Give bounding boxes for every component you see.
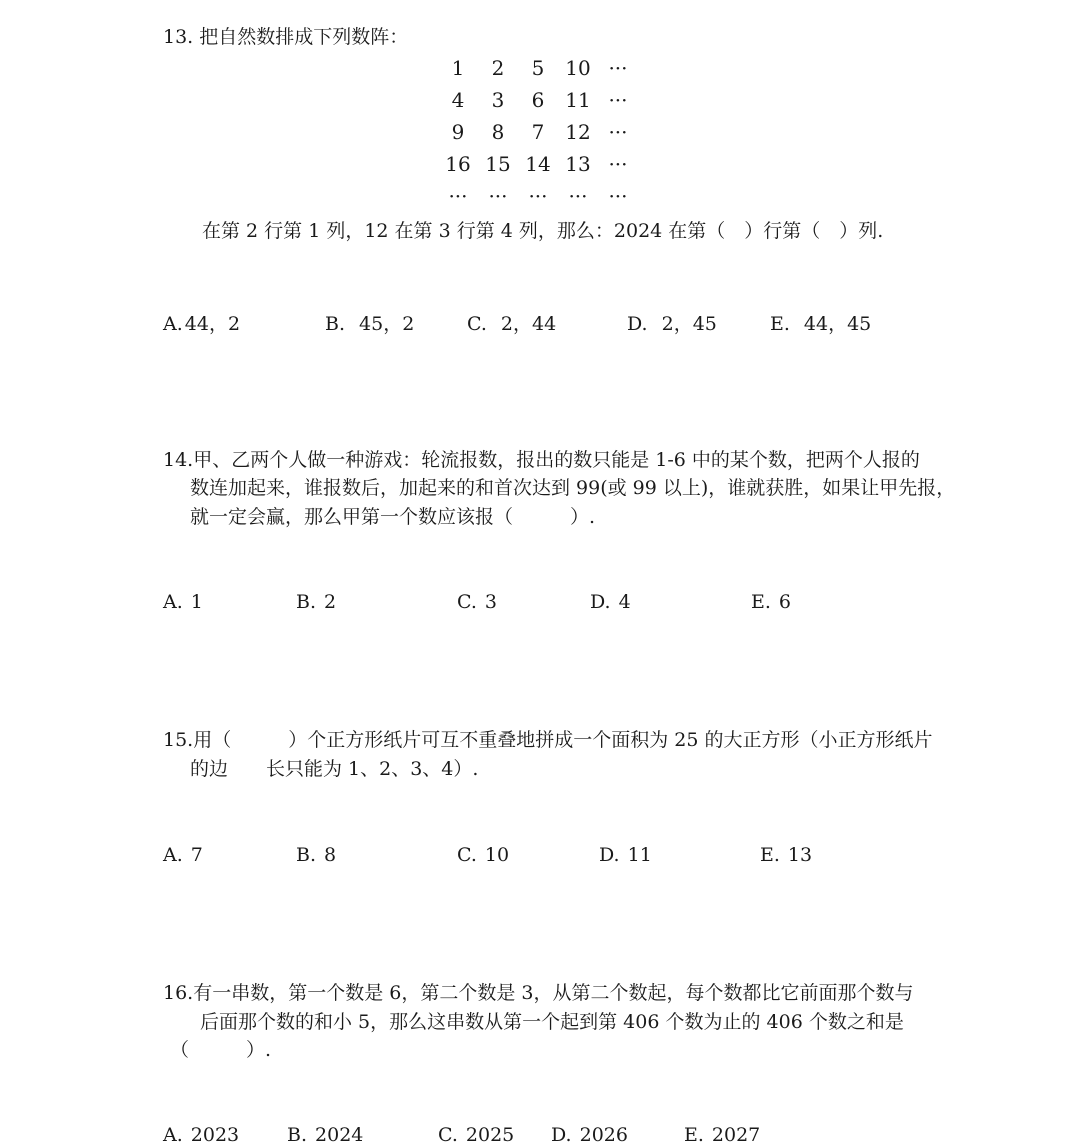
matrix-cell: ··· — [608, 152, 628, 176]
option-letter: E. — [770, 313, 790, 335]
option-value: 4 — [618, 591, 631, 613]
option-value: 44，45 — [803, 313, 872, 335]
option-letter: D. — [627, 313, 648, 335]
question-number: 14. — [163, 449, 194, 471]
question-14-stem-line-1 — [163, 451, 920, 470]
option-value: 3 — [484, 591, 497, 613]
option-letter: A. — [163, 591, 183, 613]
question-14-stem-line-3: 就一定会赢，那么甲第一个数应该报（ ）. — [190, 506, 596, 528]
option-c[interactable] — [467, 309, 556, 336]
option-letter: A. — [163, 844, 183, 866]
option-letter: B. — [296, 591, 317, 613]
matrix-cell: 16 — [445, 152, 471, 176]
matrix-cell: ··· — [608, 120, 628, 144]
option-letter: E. — [751, 591, 771, 613]
option-value: 2026 — [579, 1124, 628, 1146]
option-letter: E. — [760, 844, 780, 866]
matrix-cell: 13 — [565, 152, 591, 176]
question-text: 用（ ）个正方形纸片可互不重叠地拼成一个面积为 25 的大正方形（小正方形纸片 — [193, 729, 933, 751]
option-letter: D. — [551, 1124, 572, 1146]
option-a[interactable] — [163, 1124, 239, 1146]
option-d[interactable] — [599, 844, 652, 866]
option-value: 1 — [190, 591, 203, 613]
question-text: 有一串数，第一个数是 6，第二个数是 3，从第二个数起，每个数都比它前面那个数与 — [193, 982, 914, 1004]
option-b[interactable] — [296, 591, 336, 613]
option-letter: B. — [287, 1124, 308, 1146]
matrix-cell: 3 — [491, 88, 505, 112]
option-value: 2，44 — [500, 313, 557, 335]
option-letter: A. — [163, 313, 183, 335]
matrix-cell: 8 — [491, 120, 505, 144]
option-c[interactable] — [438, 1124, 514, 1146]
question-number: 15. — [163, 729, 194, 751]
option-d[interactable] — [590, 591, 631, 613]
option-value: 2 — [324, 591, 337, 613]
question-15-stem-line-1 — [163, 731, 932, 750]
option-a[interactable] — [163, 844, 203, 866]
matrix-cell: 6 — [531, 88, 545, 112]
option-value: 6 — [778, 591, 792, 613]
matrix-cell: 12 — [565, 120, 591, 144]
option-value: 44，2 — [184, 313, 241, 335]
question-13-stem — [163, 28, 408, 47]
question-text: 把自然数排成下列数阵： — [199, 26, 409, 48]
matrix-cell: ··· — [568, 184, 588, 208]
matrix-cell: 4 — [451, 88, 465, 112]
option-e[interactable] — [760, 844, 812, 866]
option-c[interactable] — [457, 844, 509, 866]
matrix-cell: 9 — [451, 120, 465, 144]
option-e[interactable] — [751, 591, 791, 613]
question-16-stem-line-3: （ ）. — [170, 1039, 272, 1061]
option-b[interactable] — [325, 309, 414, 336]
option-letter: B. — [325, 313, 346, 335]
option-value: 2023 — [190, 1124, 240, 1146]
matrix-cell: 7 — [531, 120, 545, 144]
option-letter: C. — [438, 1124, 458, 1146]
question-14-stem-line-2: 数连加起来，谁报数后，加起来的和首次达到 99(或 99 以上)，谁就获胜，如果让甲先报， — [190, 477, 956, 499]
matrix-cell: 10 — [565, 56, 591, 80]
matrix-cell: 5 — [531, 56, 545, 80]
option-a[interactable] — [163, 309, 240, 336]
option-letter: C. — [457, 591, 477, 613]
option-letter: B. — [296, 844, 317, 866]
option-value: 10 — [484, 844, 510, 866]
matrix-cell: ··· — [608, 88, 628, 112]
matrix-cell: ··· — [528, 184, 548, 208]
option-value: 2025 — [465, 1124, 515, 1146]
matrix-cell: 15 — [485, 152, 511, 176]
option-a[interactable] — [163, 591, 203, 613]
option-value: 11 — [627, 844, 652, 866]
option-letter: C. — [467, 313, 487, 335]
option-e[interactable] — [684, 1124, 760, 1146]
option-value: 2024 — [315, 1124, 364, 1146]
question-text: 甲、乙两个人做一种游戏：轮流报数，报出的数只能是 1-6 中的某个数，把两个人报的 — [193, 449, 920, 471]
option-letter: D. — [590, 591, 611, 613]
matrix-cell: 14 — [525, 152, 551, 176]
option-e[interactable] — [770, 309, 871, 336]
matrix-cell: 1 — [451, 56, 465, 80]
question-number: 16. — [163, 982, 194, 1004]
option-letter: E. — [684, 1124, 704, 1146]
matrix-cell: 11 — [565, 88, 591, 112]
option-value: 45，2 — [359, 313, 415, 335]
option-value: 2027 — [711, 1124, 761, 1146]
option-d[interactable] — [551, 1124, 628, 1146]
question-15-stem-line-2: 的边 长只能为 1、2、3、4）. — [190, 758, 479, 780]
question-number: 13. — [163, 26, 194, 48]
question-13-followup: 在第 2 行第 1 列，12 在第 3 行第 4 列，那么：2024 在第（ ）行第（ ）列. — [202, 220, 884, 242]
matrix-cell: ··· — [608, 184, 628, 208]
option-value: 8 — [324, 844, 337, 866]
option-c[interactable] — [457, 591, 497, 613]
matrix-cell: ··· — [448, 184, 468, 208]
option-value: 13 — [787, 844, 813, 866]
matrix-cell: 2 — [491, 56, 505, 80]
option-b[interactable] — [287, 1124, 363, 1146]
option-letter: A. — [163, 1124, 183, 1146]
matrix-cell: ··· — [488, 184, 508, 208]
question-16-stem-line-1 — [163, 984, 913, 1003]
option-d[interactable] — [627, 309, 717, 336]
option-letter: D. — [599, 844, 620, 866]
question-16-stem-line-2: 后面那个数的和小 5，那么这串数从第一个起到第 406 个数为止的 406 个数之和是 — [200, 1011, 904, 1033]
option-value: 7 — [190, 844, 203, 866]
option-value: 2，45 — [661, 313, 717, 335]
option-b[interactable] — [296, 844, 336, 866]
option-letter: C. — [457, 844, 477, 866]
matrix-cell: ··· — [608, 56, 628, 80]
